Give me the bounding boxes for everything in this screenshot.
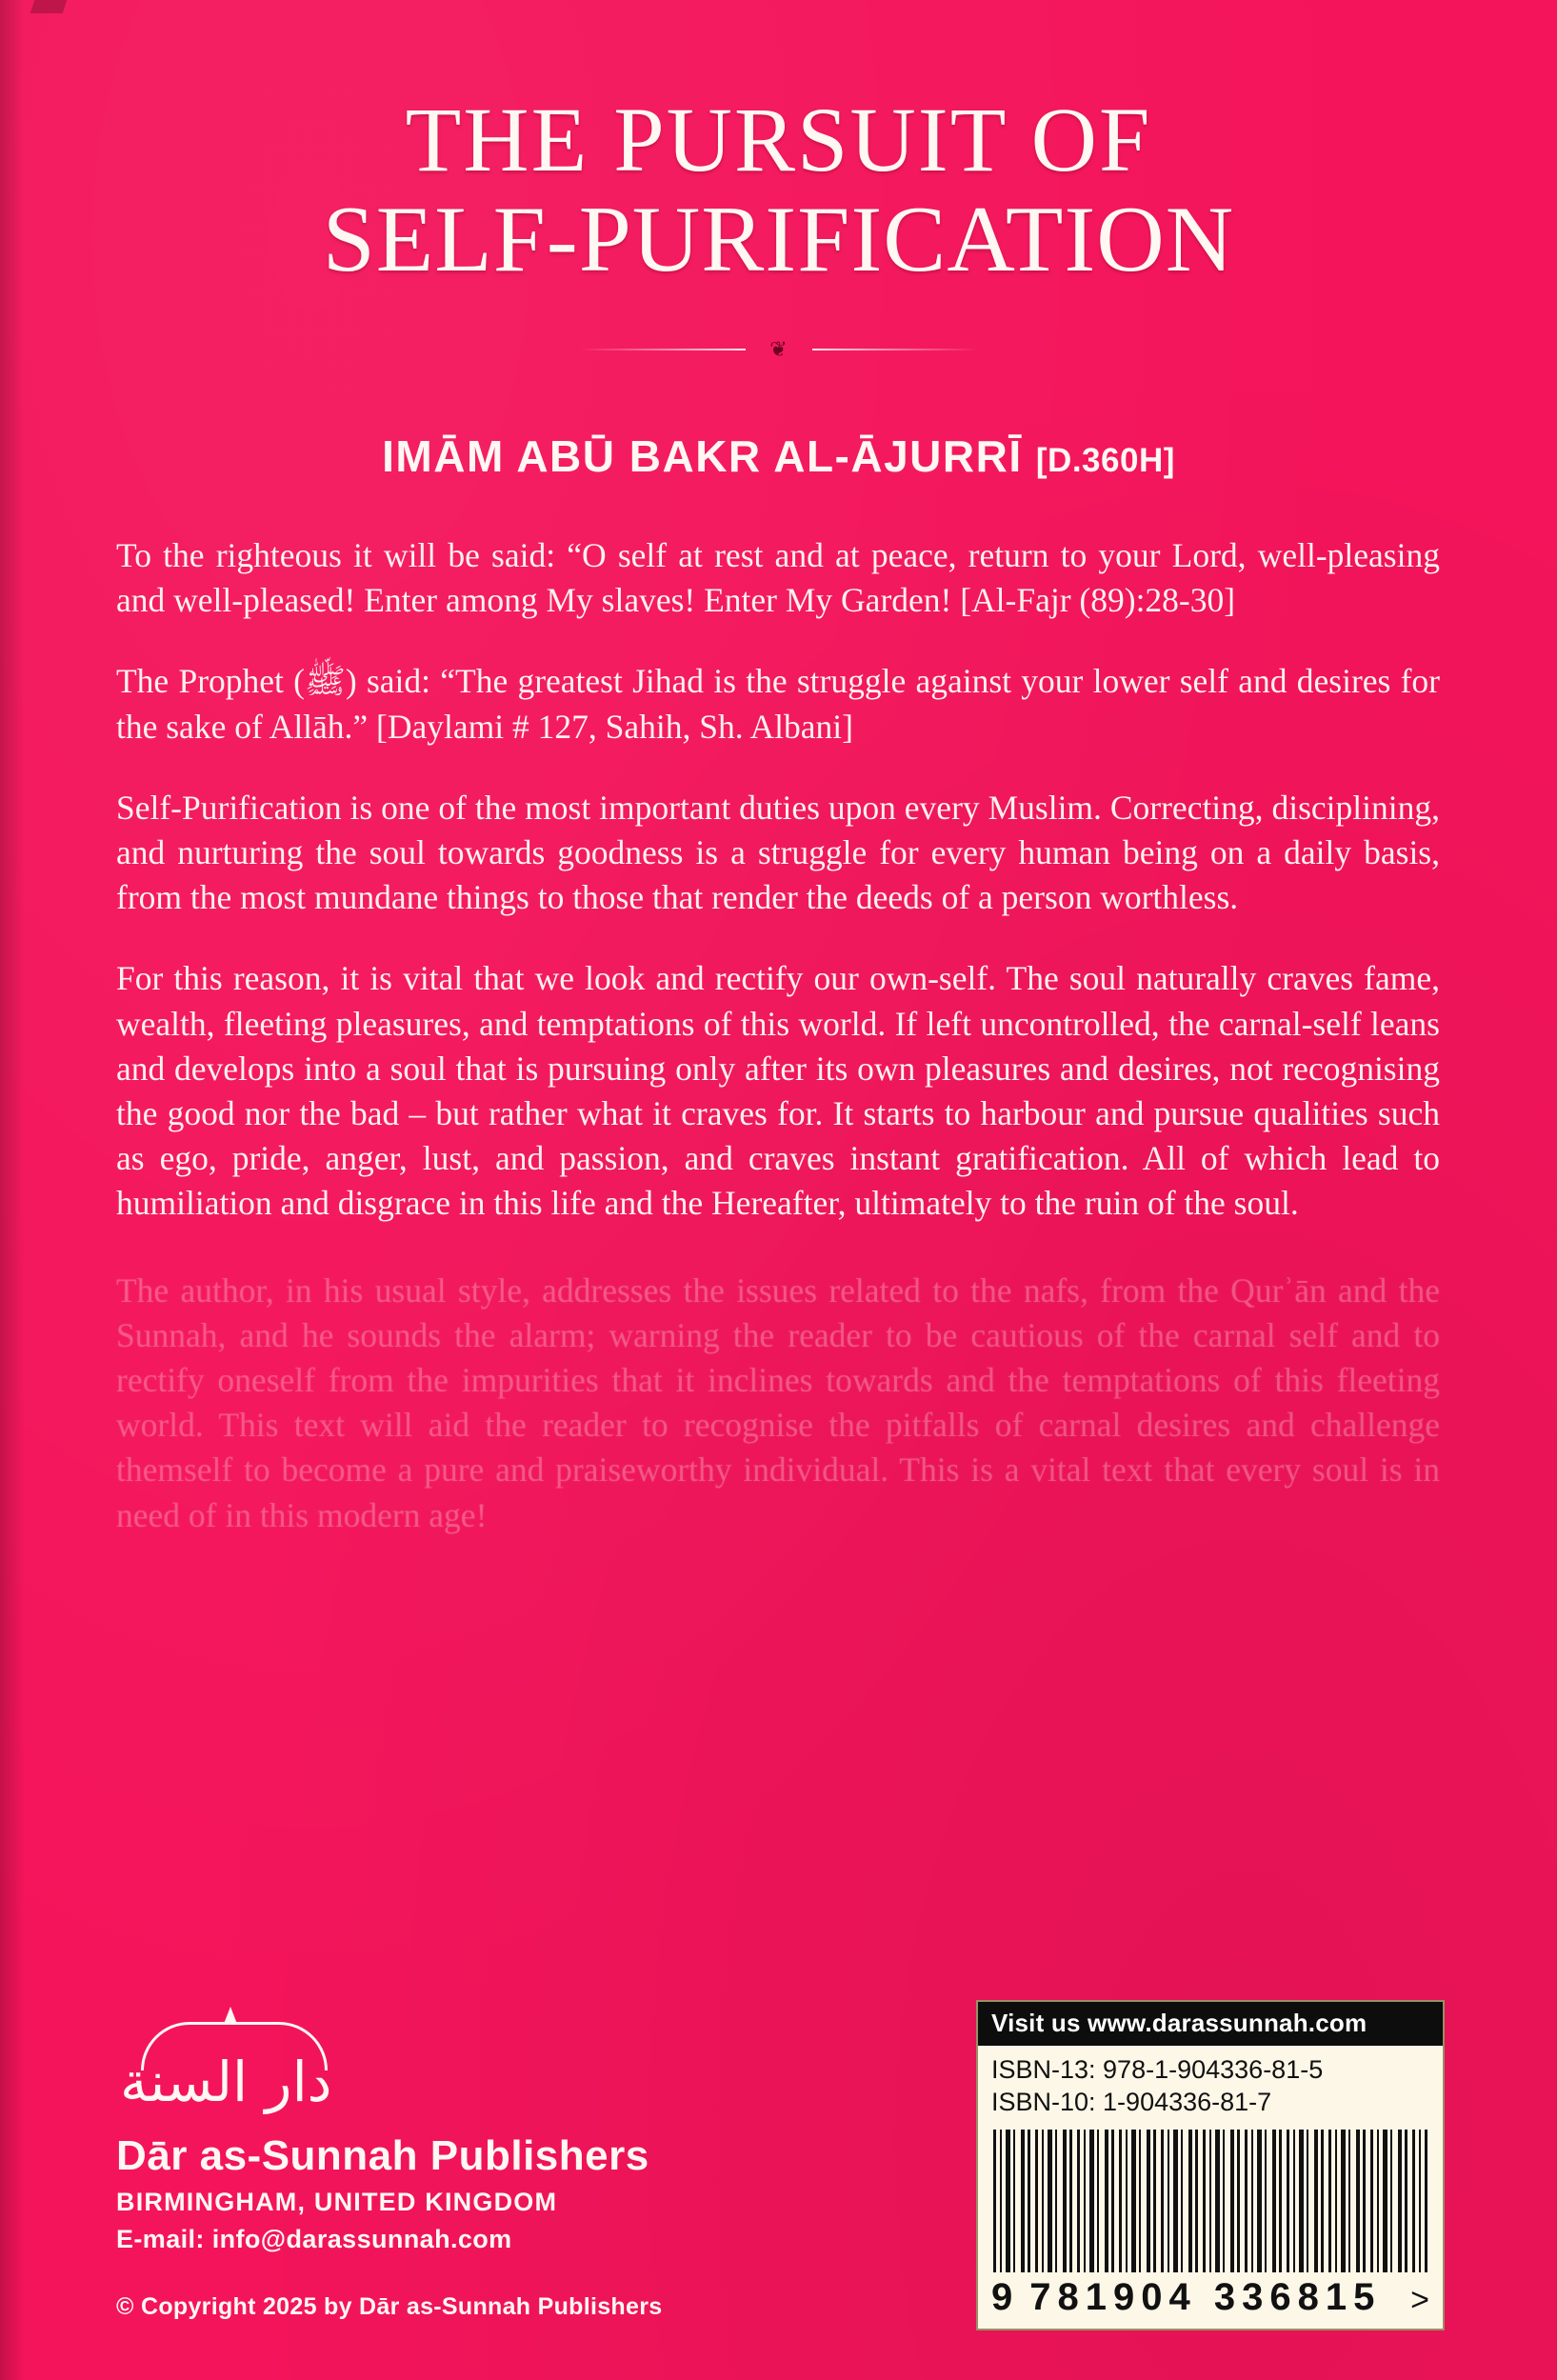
author-line: [0, 430, 1557, 482]
publisher-name: Dār as-Sunnah Publishers: [116, 2132, 649, 2179]
isbn-barcode-box: [976, 2000, 1445, 2330]
title-line-2: SELF-PURIFICATION: [322, 187, 1235, 291]
barcode-main-digits: 781904 336815: [1029, 2276, 1382, 2318]
blurb-paragraph: To the righteous it will be said: “O self at rest and at peace, return to your Lord, well-pleasing and well-pleased! Enter among My slaves! Enter My Garden! [Al-Fajr (89):28-30]: [116, 536, 1440, 620]
publisher-city: BIRMINGHAM, UNITED KINGDOM: [116, 2188, 558, 2216]
publisher-block: [116, 2012, 783, 2254]
publisher-email: E-mail: info@darassunnah.com: [116, 2225, 512, 2253]
publisher-logo-icon: [116, 2012, 354, 2117]
blurb-paragraph: The Prophet (ﷺ) said: “The greatest Jihad is the struggle against your lower self and desires for the sake of Allāh.” [Daylami # 127, Sahih, Sh. Albani]: [116, 662, 1440, 746]
barcode-area: [978, 2124, 1443, 2274]
blurb-text: [116, 533, 1440, 1574]
barcode-number: [978, 2274, 1443, 2329]
copyright-line: © Copyright 2025 by Dār as-Sunnah Publishers: [116, 2293, 663, 2320]
ornamental-divider: [579, 335, 979, 364]
book-title: [0, 91, 1557, 290]
divider-bar-left: [579, 349, 746, 350]
website-banner: Visit us www.darassunnah.com: [978, 2002, 1443, 2046]
title-line-1: THE PURSUIT OF: [405, 89, 1152, 190]
isbn-numbers: [978, 2046, 1443, 2124]
isbn-13: ISBN-13: 978-1-904336-81-5: [991, 2054, 1324, 2084]
divider-bar-right: [812, 349, 979, 350]
isbn-10: ISBN-10: 1-904336-81-7: [991, 2087, 1272, 2116]
barcode-lead-digit: 9: [991, 2276, 1015, 2318]
barcode-trailing-mark: >: [1410, 2282, 1431, 2318]
author-death-year: [D.360H]: [1035, 442, 1175, 479]
divider-ornament-icon: ❦: [769, 337, 788, 361]
author-name: IMĀM ABŪ BAKR AL-ĀJURRĪ: [382, 431, 1023, 481]
blurb-paragraph: For this reason, it is vital that we look and rectify our own-self. The soul naturally craves fame, wealth, fleeting pleasures, and temptations of this world. If left uncontrolled, the carnal-self leans and develops into a soul that is pursuing only after its own pleasures and desires, not recognising the good nor the bad – but rather what it craves for. It starts to harbour and pursue qualities such as ego, pride, anger, lust, and passion, and craves instant gratification. All of which lead to humiliation and disgrace in this life and the Hereafter, ultimately to the ruin of the soul.: [116, 959, 1440, 1223]
blurb-paragraph-faded: The author, in his usual style, addresses the issues related to the nafs, from the Qurʾān and the Sunnah, and he sounds the alarm; warning the reader to be cautious of the carnal self and to rectify oneself from the impurities that it inclines towards and the temptations of this fleeting world. This text will aid the reader to recognise the pitfalls of carnal desires and challenge themself to become a pure and praiseworthy individual. This is a vital text that every soul is in need of in this modern age!: [116, 1270, 1440, 1534]
logo-arabic-text: دار السنة: [120, 2050, 332, 2114]
cover-edge-mark: [30, 0, 68, 13]
blurb-paragraph: Self-Purification is one of the most important duties upon every Muslim. Correcting, disciplining, and nurturing the soul towards goodness is a struggle for every human being on a daily basis, from the most mundane things to those that render the deeds of a person worthless.: [116, 788, 1440, 917]
spine-shading: [0, 0, 25, 2380]
barcode-icon: [993, 2130, 1427, 2272]
